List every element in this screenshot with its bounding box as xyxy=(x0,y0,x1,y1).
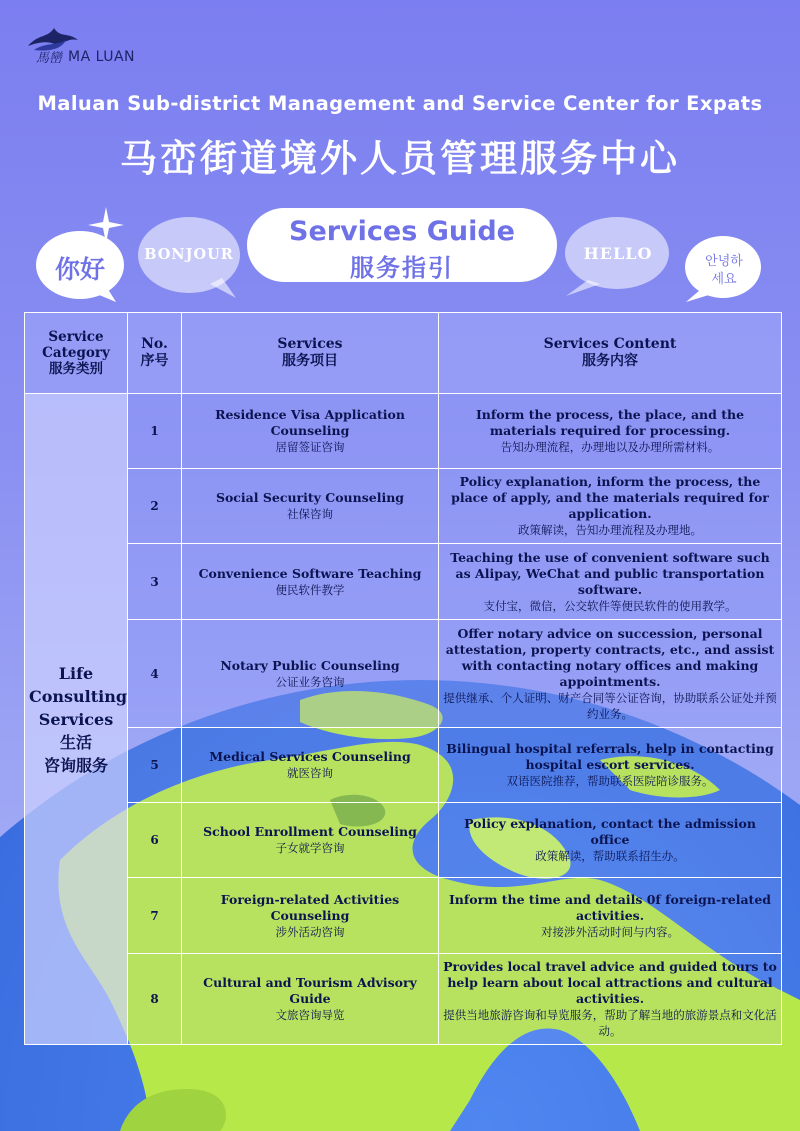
greeting-french: BONJOUR xyxy=(144,246,234,263)
row-number: 2 xyxy=(128,469,182,544)
greeting-english: HELLO xyxy=(583,244,653,263)
banner-english: Services Guide xyxy=(289,216,515,247)
service-name: Residence Visa Application Counseling 居留签证咨询 xyxy=(182,394,439,469)
service-content: Inform the time and details 0f foreign-related activities. 对接涉外活动时间与内容。 xyxy=(439,878,782,954)
header-category: Service Category 服务类别 xyxy=(25,313,128,394)
service-name: Notary Public Counseling 公证业务咨询 xyxy=(182,620,439,728)
service-content: Teaching the use of convenient software such as Alipay, WeChat and public transportation software. 支付宝，微信，公交软件等便民软件的使用教学。 xyxy=(439,544,782,620)
services-table xyxy=(24,312,782,1045)
row-number: 8 xyxy=(128,954,182,1045)
greeting-chinese: 你好 xyxy=(54,255,105,284)
service-name: School Enrollment Counseling 子女就学咨询 xyxy=(182,803,439,878)
service-content: Bilingual hospital referrals, help in contacting hospital escort services. 双语医院推荐，帮助联系医院陪诊服务。 xyxy=(439,728,782,803)
service-name: Medical Services Counseling 就医咨询 xyxy=(182,728,439,803)
table-row xyxy=(25,954,782,1045)
row-number: 6 xyxy=(128,803,182,878)
service-content: Policy explanation, inform the process, the place of apply, and the materials required for application. 政策解读，告知办理流程及办理地。 xyxy=(439,469,782,544)
table-header-row xyxy=(25,313,782,394)
greeting-korean-line1: 안녕하 xyxy=(705,254,743,269)
service-content: Provides local travel advice and guided tours to help learn about local attractions and cultural activities. 提供当地旅游咨询和导览服务，帮助了解当地的旅游景点和文化活动。 xyxy=(439,954,782,1045)
service-name: Foreign-related Activities Counseling 涉外活动咨询 xyxy=(182,878,439,954)
service-content: Inform the process, the place, and the materials required for processing. 告知办理流程，办理地以及办理所需材料。 xyxy=(439,394,782,469)
services-guide-banner xyxy=(247,208,557,282)
service-name: Convenience Software Teaching 便民软件教学 xyxy=(182,544,439,620)
logo-text: MA LUAN xyxy=(68,49,136,65)
header-content: Services Content 服务内容 xyxy=(439,313,782,394)
table-row xyxy=(25,878,782,954)
svg-text:馬巒: 馬巒 xyxy=(36,51,63,66)
row-number: 5 xyxy=(128,728,182,803)
row-number: 1 xyxy=(128,394,182,469)
table-row xyxy=(25,469,782,544)
row-number: 7 xyxy=(128,878,182,954)
header-services: Services 服务项目 xyxy=(182,313,439,394)
table-row xyxy=(25,728,782,803)
table-row xyxy=(25,803,782,878)
service-name: Social Security Counseling 社保咨询 xyxy=(182,469,439,544)
banner-chinese: 服务指引 xyxy=(350,254,454,282)
table-row xyxy=(25,620,782,728)
row-number: 3 xyxy=(128,544,182,620)
service-name: Cultural and Tourism Advisory Guide 文旅咨询导览 xyxy=(182,954,439,1045)
title-english: Maluan Sub-district Management and Service Center for Expats xyxy=(37,92,763,115)
service-content: Offer notary advice on succession, personal attestation, property contracts, etc., and assist with contacting notary offices and making appointments. 提供继承、个人证明、财产合同等公证咨询，协助联系公证处并预约业务。 xyxy=(439,620,782,728)
table-row xyxy=(25,394,782,469)
table-row xyxy=(25,544,782,620)
greeting-korean-line2: 세요 xyxy=(711,272,737,287)
title-chinese: 马峦街道境外人员管理服务中心 xyxy=(120,137,680,180)
sparkle-icon xyxy=(86,205,126,245)
row-number: 4 xyxy=(128,620,182,728)
header-number: No. 序号 xyxy=(128,313,182,394)
category-life-consulting: Life Consulting Services 生活 咨询服务 xyxy=(25,394,128,1045)
service-content: Policy explanation, contact the admission office 政策解读，帮助联系招生办。 xyxy=(439,803,782,878)
